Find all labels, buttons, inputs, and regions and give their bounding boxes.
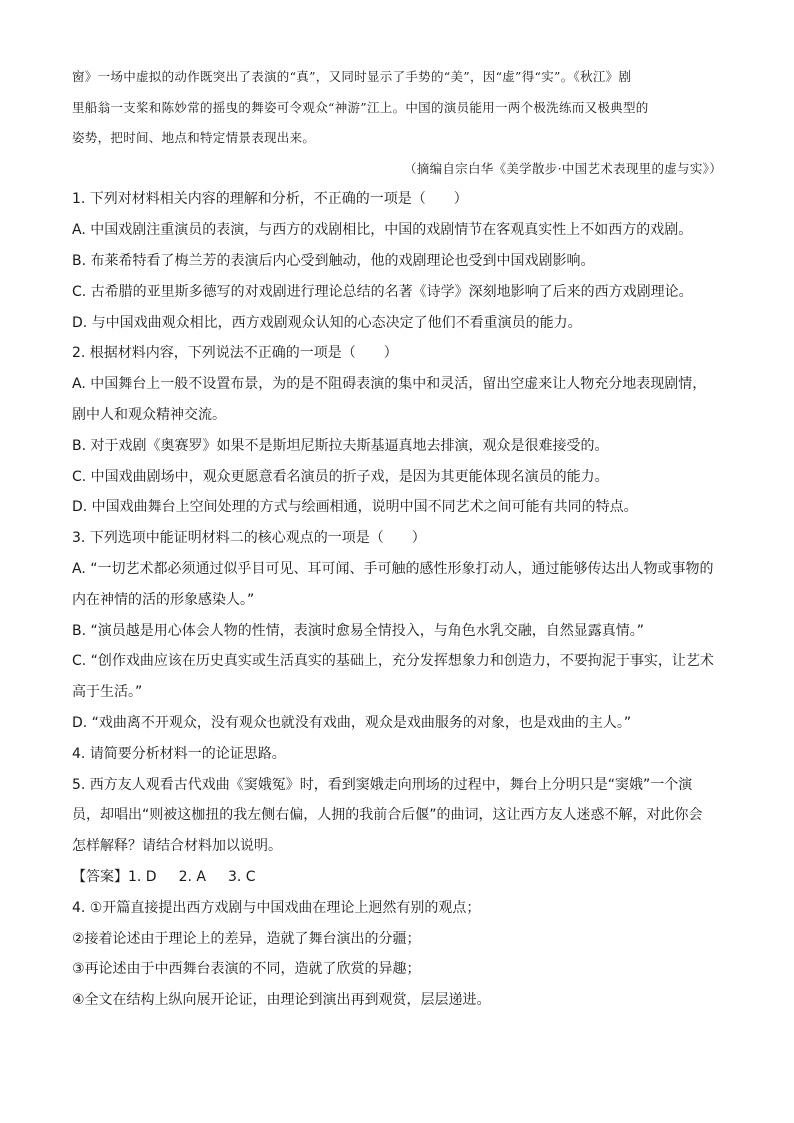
option-d: D. “戏曲离不开观众，没有观众也就没有戏曲，观众是戏曲服务的对象，也是戏曲的主人。” (72, 714, 632, 731)
option-b: B. “演员越是用心体会人物的性情，表演时愈易全情投入，与角色水乳交融，自然显露真情。” (72, 622, 645, 639)
question-stem: 3. 下列选项中能证明材料二的核心观点的一项是（ ） (72, 530, 426, 547)
answer-explanation-line: ④全文在结构上纵向展开论证，由理论到演出再到观赏，层层递进。 (72, 992, 491, 1009)
question-stem: 2. 根据材料内容，下列说法不正确的一项是（ ） (72, 345, 398, 362)
intro-passage (72, 62, 722, 184)
passage-line: 里船翁一支桨和陈妙常的摇曳的舞姿可令观众“神游”江上。中国的演员能用一两个极洗练而又极典型的 (72, 99, 649, 115)
document-page (72, 62, 722, 1016)
answer-explanation-line: ②接着论述由于理论上的差异，造就了舞台演出的分疆； (72, 930, 421, 947)
option-d: D. 中国戏曲舞台上空间处理的方式与绘画相通，说明中国不同艺术之间可能有共同的特点。 (72, 499, 638, 516)
answer-explanation-line: ③再论述由于中西舞台表演的不同，造就了欣赏的异趣； (72, 961, 421, 978)
option-c: C. 古希腊的亚里斯多德写的对戏剧进行理论总结的名著《诗学》深刻地影响了后来的西方戏剧理论。 (72, 283, 693, 300)
option-c: C. 中国戏曲剧场中，观众更愿意看名演员的折子戏，是因为其更能体现名演员的能力。 (72, 468, 609, 485)
option-b: B. 布莱希特看了梅兰芳的表演后内心受到触动，他的戏剧理论也受到中国戏剧影响。 (72, 252, 595, 269)
answer-explanation-line: 4. ①开篇直接提出西方戏剧与中国戏曲在理论上迥然有别的观点； (72, 899, 481, 916)
question-stem-continued: 员，却唱出“则被这枷扭的我左侧右偏，人拥的我前合后偃”的曲词，这让西方友人迷惑不解，对此你会 (72, 807, 703, 824)
option-d: D. 与中国戏曲观众相比，西方戏剧观众认知的心态决定了他们不看重演员的能力。 (72, 314, 582, 331)
question-3 (72, 523, 722, 739)
option-b: B. 对于戏剧《奥赛罗》如果不是斯坦尼斯拉夫斯基逼真地去排演，观众是很难接受的。 (72, 437, 609, 454)
answer-item: 3. C (227, 868, 256, 885)
option-a-continued: 内在神情的活的形象感染人。” (72, 591, 255, 608)
question-stem: 4. 请简要分析材料一的论证思路。 (72, 745, 286, 762)
passage-line: 窗》一场中虚拟的动作既突出了表演的“真”，又同时显示了手势的“美”，因“虚”得“实”。《秋江》剧 (72, 69, 632, 84)
passage-line: 姿势，把时间、地点和特定情景表现出来。 (72, 130, 316, 146)
answer-section (72, 862, 722, 1016)
question-stem: 5. 西方友人观看古代戏曲《窦娥冤》时，看到窦娥走向刑场的过程中，舞台上分明只是“窦娥”一个演 (72, 776, 693, 793)
question-1 (72, 184, 722, 338)
question-stem-continued: 怎样解释？请结合材料加以说明。 (72, 838, 282, 855)
answer-label: 【答案】 (72, 868, 128, 885)
option-a: A. 中国舞台上一般不设置布景，为的是不阻碍表演的集中和灵活，留出空虚来让人物充分地表现剧情， (72, 376, 707, 393)
passage-citation: （摘编自宗白华《美学散步·中国艺术表现里的虚与实》） (403, 160, 722, 176)
option-a-continued: 剧中人和观众精神交流。 (72, 406, 226, 423)
question-stem: 1. 下列对材料相关内容的理解和分析，不正确的一项是（ ） (72, 191, 468, 208)
answer-key (72, 862, 722, 893)
question-4 (72, 739, 722, 770)
option-c-continued: 高于生活。” (72, 684, 143, 701)
answer-item: 1. D (128, 868, 157, 885)
option-c: C. “创作戏曲应该在历史真实或生活真实的基础上，充分发挥想象力和创造力，不要拘泥于事实，让艺术 (72, 653, 714, 670)
question-5 (72, 770, 722, 862)
answer-item: 2. A (178, 868, 206, 885)
option-a: A. “一切艺术都必须通过似乎目可见、耳可闻、手可触的感性形象打动人，通过能够传达出人物或事物的 (72, 560, 714, 577)
question-2 (72, 338, 722, 523)
option-a: A. 中国戏剧注重演员的表演，与西方的戏剧相比，中国的戏剧情节在客观真实性上不如西方的戏剧。 (72, 222, 693, 239)
